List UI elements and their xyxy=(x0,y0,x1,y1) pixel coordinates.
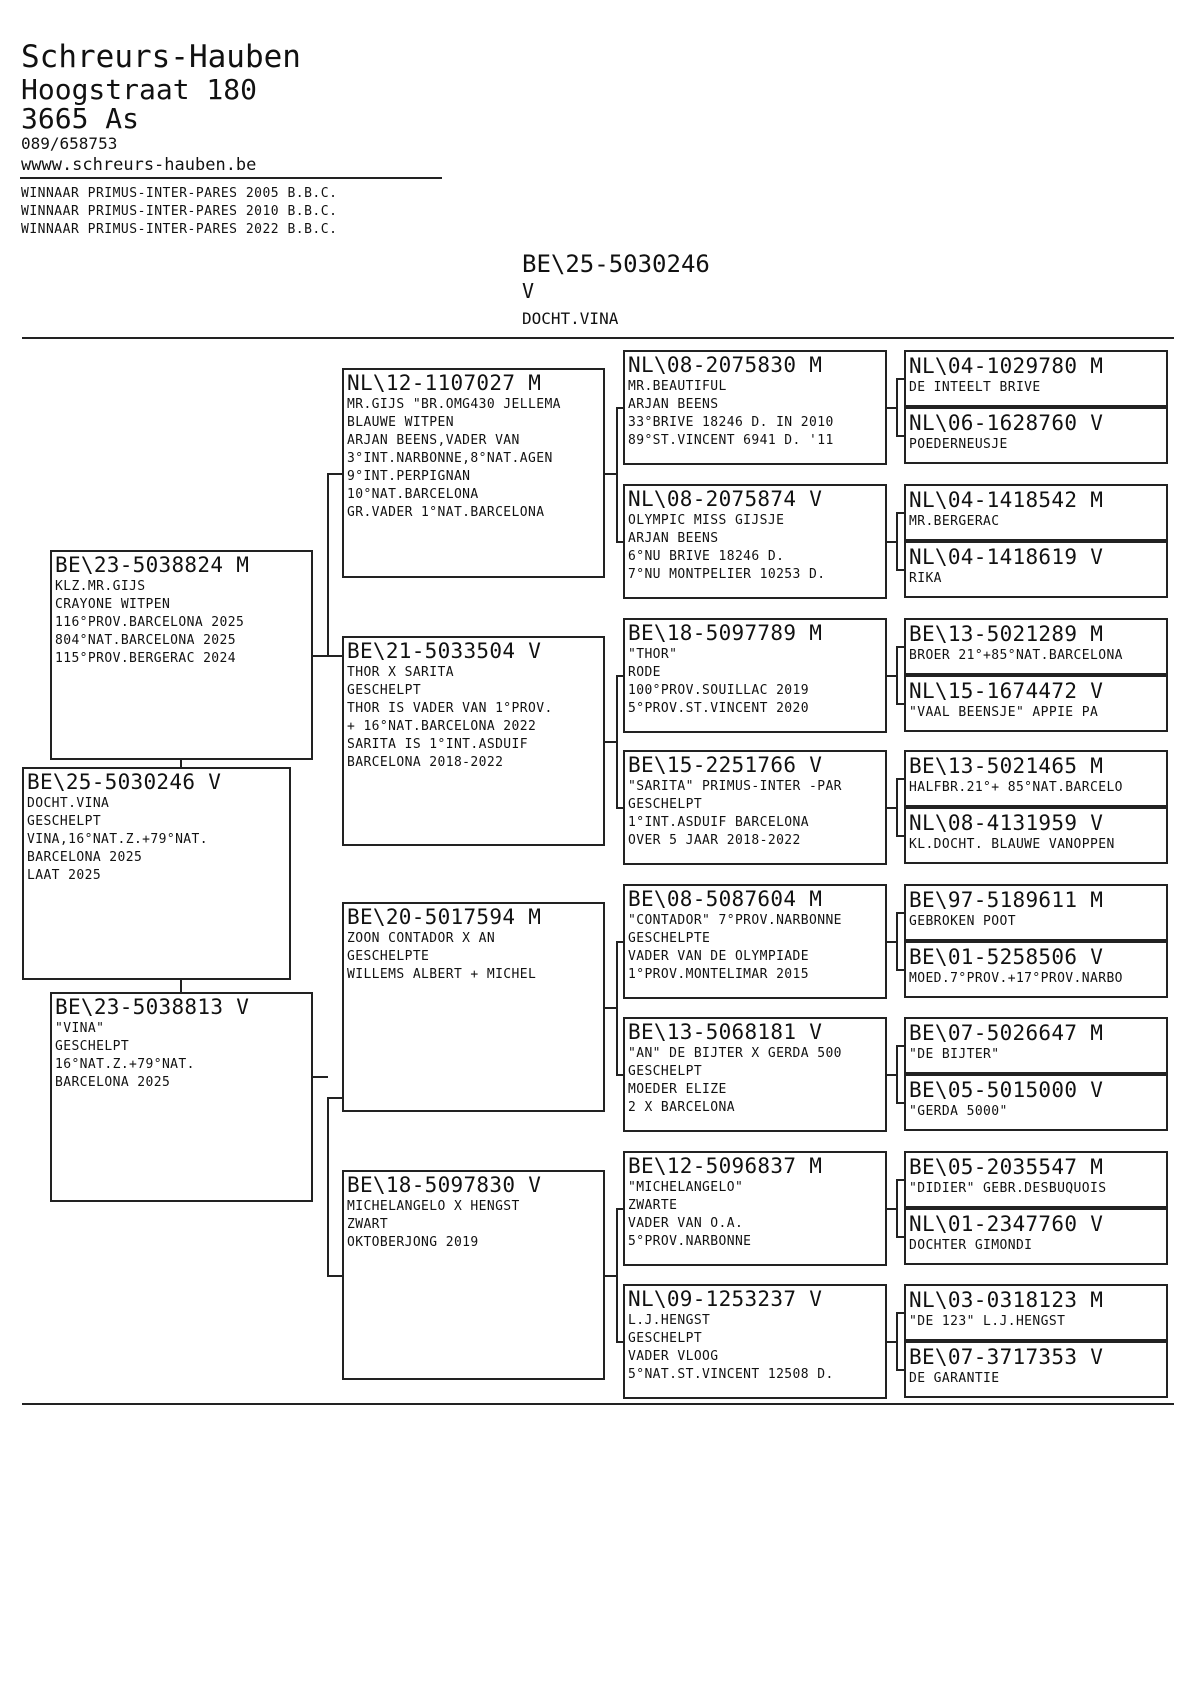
bird-details xyxy=(628,1045,885,1117)
bird-details xyxy=(909,1237,1166,1255)
detail-line: GESCHELPT xyxy=(628,1064,703,1079)
detail-line: 5°PROV.NARBONNE xyxy=(628,1234,752,1249)
connector-line xyxy=(616,941,618,1076)
detail-line: BARCELONA 2025 xyxy=(27,850,143,865)
award-line: WINNAAR PRIMUS-INTER-PARES 2022 B.B.C. xyxy=(21,222,338,237)
ring-number: BE\13-5021289 M xyxy=(909,622,1104,646)
ring-number: BE\23-5038813 V xyxy=(55,995,250,1019)
bird-details xyxy=(909,1046,1166,1064)
connector-line xyxy=(896,378,904,380)
ring-number: BE\18-5097830 V xyxy=(347,1173,542,1197)
detail-line: "VAAL BEENSJE" APPIE PA xyxy=(909,705,1099,720)
connector-line xyxy=(896,969,904,971)
detail-line: OLYMPIC MISS GIJSJE xyxy=(628,513,785,528)
detail-line: 6°NU BRIVE 18246 D. xyxy=(628,549,785,564)
connector-line xyxy=(616,541,623,543)
breeder-phone: 089/658753 xyxy=(21,134,118,153)
detail-line: GESCHELPT xyxy=(27,814,102,829)
connector-line xyxy=(616,1341,623,1343)
detail-line: KLZ.MR.GIJS xyxy=(55,579,146,594)
detail-line: GEBROKEN POOT xyxy=(909,914,1016,929)
connector-line xyxy=(616,407,623,409)
detail-line: BARCELONA 2025 xyxy=(55,1075,171,1090)
detail-line: DE GARANTIE xyxy=(909,1371,1000,1386)
connector-line xyxy=(616,407,618,543)
detail-line: GESCHELPT xyxy=(628,797,703,812)
connector-line xyxy=(180,760,182,768)
bird-details xyxy=(628,778,885,850)
detail-line: DE INTEELT BRIVE xyxy=(909,380,1041,395)
detail-line: 7°NU MONTPELIER 10253 D. xyxy=(628,567,826,582)
connector-line xyxy=(896,912,904,914)
detail-line: 2 X BARCELONA xyxy=(628,1100,735,1115)
detail-line: 9°INT.PERPIGNAN xyxy=(347,469,471,484)
great-grandparent-card xyxy=(623,350,887,465)
detail-line: BARCELONA 2018-2022 xyxy=(347,755,504,770)
detail-line: VADER VAN O.A. xyxy=(628,1216,744,1231)
ring-number: BE\12-5096837 M xyxy=(628,1154,823,1178)
ring-number: NL\09-1253237 V xyxy=(628,1287,823,1311)
detail-line: "THOR" xyxy=(628,647,678,662)
connector-line xyxy=(616,1074,623,1076)
connector-line xyxy=(616,675,618,809)
connector-line xyxy=(616,1208,623,1210)
detail-line: MR.GIJS "BR.OMG430 JELLEMA xyxy=(347,397,561,412)
connector-line xyxy=(896,569,904,571)
great-great-grandparent-card xyxy=(904,1284,1168,1341)
great-grandparent-card xyxy=(623,750,887,865)
great-grandparent-card xyxy=(623,618,887,733)
bird-details xyxy=(909,379,1166,397)
detail-line: DOCHTER GIMONDI xyxy=(909,1238,1033,1253)
bird-details xyxy=(909,1370,1166,1388)
ring-number: NL\04-1418542 M xyxy=(909,488,1104,512)
ring-number: BE\97-5189611 M xyxy=(909,888,1104,912)
subject-name: DOCHT.VINA xyxy=(522,309,619,328)
bird-details xyxy=(909,970,1166,988)
grandparent-card xyxy=(342,368,605,578)
great-great-grandparent-card xyxy=(904,1151,1168,1208)
detail-line: THOR X SARITA xyxy=(347,665,454,680)
ring-number: NL\01-2347760 V xyxy=(909,1212,1104,1236)
detail-line: VADER VAN DE OLYMPIADE xyxy=(628,949,809,964)
detail-line: GR.VADER 1°NAT.BARCELONA xyxy=(347,505,545,520)
bird-details xyxy=(909,647,1166,665)
connector-line xyxy=(896,703,904,705)
connector-line xyxy=(896,1179,898,1238)
detail-line: MICHELANGELO X HENGST xyxy=(347,1199,520,1214)
detail-line: OVER 5 JAAR 2018-2022 xyxy=(628,833,801,848)
connector-line xyxy=(896,1312,898,1371)
ring-number: NL\12-1107027 M xyxy=(347,371,542,395)
top-divider xyxy=(22,337,1174,339)
bird-details xyxy=(628,378,885,450)
detail-line: MOED.7°PROV.+17°PROV.NARBO xyxy=(909,971,1123,986)
great-great-grandparent-card xyxy=(904,941,1168,998)
grandparent-card xyxy=(342,902,605,1112)
connector-line xyxy=(313,655,328,657)
detail-line: "SARITA" PRIMUS-INTER -PAR xyxy=(628,779,842,794)
ring-number: BE\07-3717353 V xyxy=(909,1345,1104,1369)
bird-details xyxy=(909,1103,1166,1121)
connector-line xyxy=(896,646,898,705)
root-card xyxy=(22,767,291,980)
great-grandparent-card xyxy=(623,1284,887,1399)
detail-line: 3°INT.NARBONNE,8°NAT.AGEN xyxy=(347,451,553,466)
ring-number: BE\15-2251766 V xyxy=(628,753,823,777)
grandparent-card xyxy=(342,1170,605,1380)
connector-line xyxy=(896,1045,898,1104)
ring-number: BE\20-5017594 M xyxy=(347,905,542,929)
great-grandparent-card xyxy=(623,1017,887,1132)
connector-line xyxy=(616,675,623,677)
ring-number: NL\03-0318123 M xyxy=(909,1288,1104,1312)
detail-line: POEDERNEUSJE xyxy=(909,437,1008,452)
detail-line: ZOON CONTADOR X AN xyxy=(347,931,496,946)
connector-line xyxy=(313,1076,328,1078)
connector-line xyxy=(180,980,182,993)
connector-line xyxy=(327,1097,329,1277)
detail-line: 100°PROV.SOUILLAC 2019 xyxy=(628,683,809,698)
detail-line: 33°BRIVE 18246 D. IN 2010 xyxy=(628,415,834,430)
bird-details xyxy=(909,436,1166,454)
detail-line: "DIDIER" GEBR.DESBUQUOIS xyxy=(909,1181,1107,1196)
ring-number: BE\05-2035547 M xyxy=(909,1155,1104,1179)
detail-line: GESCHELPTE xyxy=(628,931,711,946)
ring-number: BE\01-5258506 V xyxy=(909,945,1104,969)
detail-line: 16°NAT.Z.+79°NAT. xyxy=(55,1057,195,1072)
bird-details xyxy=(628,512,885,584)
bird-details xyxy=(55,578,311,668)
bird-details xyxy=(628,646,885,718)
awards-list xyxy=(21,185,337,239)
bird-details xyxy=(628,1179,885,1251)
ring-number: BE\13-5021465 M xyxy=(909,754,1104,778)
detail-line: MR.BEAUTIFUL xyxy=(628,379,727,394)
detail-line: 89°ST.VINCENT 6941 D. '11 xyxy=(628,433,834,448)
detail-line: BROER 21°+85°NAT.BARCELONA xyxy=(909,648,1123,663)
detail-line: ARJAN BEENS xyxy=(628,531,719,546)
detail-line: WILLEMS ALBERT + MICHEL xyxy=(347,967,537,982)
great-great-grandparent-card xyxy=(904,1208,1168,1265)
connector-line xyxy=(896,778,904,780)
connector-line xyxy=(327,655,342,657)
connector-line xyxy=(896,512,904,514)
detail-line: "VINA" xyxy=(55,1021,105,1036)
ring-number: NL\06-1628760 V xyxy=(909,411,1104,435)
bird-details xyxy=(347,664,603,772)
detail-line: "DE BIJTER" xyxy=(909,1047,1000,1062)
bird-details xyxy=(347,1198,603,1252)
great-great-grandparent-card xyxy=(904,350,1168,407)
detail-line: ARJAN BEENS,VADER VAN xyxy=(347,433,520,448)
great-great-grandparent-card xyxy=(904,1074,1168,1131)
detail-line: 5°PROV.ST.VINCENT 2020 xyxy=(628,701,809,716)
detail-line: L.J.HENGST xyxy=(628,1313,711,1328)
detail-line: ZWART xyxy=(347,1217,389,1232)
bird-details xyxy=(909,1180,1166,1198)
ring-number: BE\23-5038824 M xyxy=(55,553,250,577)
detail-line: GESCHELPT xyxy=(347,683,422,698)
detail-line: "MICHELANGELO" xyxy=(628,1180,744,1195)
breeder-city: 3665 As xyxy=(21,102,140,135)
connector-line xyxy=(327,1097,342,1099)
great-great-grandparent-card xyxy=(904,675,1168,732)
great-great-grandparent-card xyxy=(904,484,1168,541)
connector-line xyxy=(896,1179,904,1181)
bird-details xyxy=(347,930,603,984)
bird-details xyxy=(27,795,289,885)
detail-line: DOCHT.VINA xyxy=(27,796,110,811)
detail-line: GESCHELPTE xyxy=(347,949,430,964)
connector-line xyxy=(327,1275,342,1277)
breeder-website[interactable]: wwww.schreurs-hauben.be xyxy=(21,155,257,175)
detail-line: 10°NAT.BARCELONA xyxy=(347,487,479,502)
connector-line xyxy=(896,778,898,837)
detail-line: LAAT 2025 xyxy=(27,868,102,883)
connector-line xyxy=(616,1208,618,1343)
header-divider xyxy=(20,177,442,179)
great-great-grandparent-card xyxy=(904,807,1168,864)
detail-line: "CONTADOR" 7°PROV.NARBONNE xyxy=(628,913,842,928)
detail-line: + 16°NAT.BARCELONA 2022 xyxy=(347,719,537,734)
detail-line: 1°INT.ASDUIF BARCELONA xyxy=(628,815,809,830)
grandparent-card xyxy=(342,636,605,846)
ring-number: NL\15-1674472 V xyxy=(909,679,1104,703)
connector-line xyxy=(327,473,329,657)
sire-card xyxy=(50,550,313,760)
great-great-grandparent-card xyxy=(904,750,1168,807)
detail-line: 804°NAT.BARCELONA 2025 xyxy=(55,633,236,648)
connector-line xyxy=(896,646,904,648)
subject-ring: BE\25-5030246 xyxy=(522,250,710,278)
connector-line xyxy=(896,435,904,437)
ring-number: BE\18-5097789 M xyxy=(628,621,823,645)
detail-line: OKTOBERJONG 2019 xyxy=(347,1235,479,1250)
bird-details xyxy=(909,779,1166,797)
ring-number: BE\05-5015000 V xyxy=(909,1078,1104,1102)
detail-line: SARITA IS 1°INT.ASDUIF xyxy=(347,737,528,752)
subject-sex: V xyxy=(522,279,535,303)
ring-number: NL\08-4131959 V xyxy=(909,811,1104,835)
detail-line: GESCHELPT xyxy=(55,1039,130,1054)
detail-line: GESCHELPT xyxy=(628,1331,703,1346)
detail-line: HALFBR.21°+ 85°NAT.BARCELO xyxy=(909,780,1123,795)
detail-line: RODE xyxy=(628,665,661,680)
award-line: WINNAAR PRIMUS-INTER-PARES 2010 B.B.C. xyxy=(21,204,338,219)
great-grandparent-card xyxy=(623,1151,887,1266)
award-line: WINNAAR PRIMUS-INTER-PARES 2005 B.B.C. xyxy=(21,186,338,201)
bird-details xyxy=(628,912,885,984)
bird-details xyxy=(909,913,1166,931)
connector-line xyxy=(327,473,342,475)
bird-details xyxy=(909,1313,1166,1331)
great-great-grandparent-card xyxy=(904,884,1168,941)
connector-line xyxy=(896,1312,904,1314)
detail-line: "DE 123" L.J.HENGST xyxy=(909,1314,1066,1329)
ring-number: BE\08-5087604 M xyxy=(628,887,823,911)
bird-details xyxy=(347,396,603,522)
bird-details xyxy=(628,1312,885,1384)
ring-number: BE\07-5026647 M xyxy=(909,1021,1104,1045)
ring-number: NL\08-2075830 M xyxy=(628,353,823,377)
detail-line: CRAYONE WITPEN xyxy=(55,597,171,612)
connector-line xyxy=(896,378,898,437)
detail-line: 115°PROV.BERGERAC 2024 xyxy=(55,651,236,666)
detail-line: "AN" DE BIJTER X GERDA 500 xyxy=(628,1046,842,1061)
detail-line: ZWARTE xyxy=(628,1198,678,1213)
ring-number: BE\13-5068181 V xyxy=(628,1020,823,1044)
connector-line xyxy=(896,1045,904,1047)
connector-line xyxy=(896,835,904,837)
dam-card xyxy=(50,992,313,1202)
great-great-grandparent-card xyxy=(904,618,1168,675)
detail-line: MR.BERGERAC xyxy=(909,514,1000,529)
ring-number: NL\08-2075874 V xyxy=(628,487,823,511)
great-grandparent-card xyxy=(623,884,887,999)
detail-line: 116°PROV.BARCELONA 2025 xyxy=(55,615,245,630)
connector-line xyxy=(896,1236,904,1238)
detail-line: VADER VLOOG xyxy=(628,1349,719,1364)
detail-line: MOEDER ELIZE xyxy=(628,1082,727,1097)
detail-line: KL.DOCHT. BLAUWE VANOPPEN xyxy=(909,837,1115,852)
ring-number: NL\04-1029780 M xyxy=(909,354,1104,378)
breeder-name: Schreurs-Hauben xyxy=(21,39,301,75)
ring-number: BE\21-5033504 V xyxy=(347,639,542,663)
connector-line xyxy=(616,807,623,809)
detail-line: 1°PROV.MONTELIMAR 2015 xyxy=(628,967,809,982)
bird-details xyxy=(909,570,1166,588)
bird-details xyxy=(909,704,1166,722)
connector-line xyxy=(896,512,898,571)
connector-line xyxy=(896,1102,904,1104)
detail-line: THOR IS VADER VAN 1°PROV. xyxy=(347,701,553,716)
connector-line xyxy=(896,1369,904,1371)
breeder-street: Hoogstraat 180 xyxy=(21,73,258,106)
detail-line: BLAUWE WITPEN xyxy=(347,415,454,430)
bird-details xyxy=(909,513,1166,531)
great-great-grandparent-card xyxy=(904,1341,1168,1398)
ring-number: BE\25-5030246 V xyxy=(27,770,222,794)
bird-details xyxy=(55,1020,311,1092)
great-grandparent-card xyxy=(623,484,887,599)
connector-line xyxy=(616,941,623,943)
detail-line: VINA,16°NAT.Z.+79°NAT. xyxy=(27,832,208,847)
detail-line: ARJAN BEENS xyxy=(628,397,719,412)
ring-number: NL\04-1418619 V xyxy=(909,545,1104,569)
great-great-grandparent-card xyxy=(904,541,1168,598)
detail-line: "GERDA 5000" xyxy=(909,1104,1008,1119)
detail-line: RIKA xyxy=(909,571,942,586)
detail-line: 5°NAT.ST.VINCENT 12508 D. xyxy=(628,1367,834,1382)
great-great-grandparent-card xyxy=(904,407,1168,464)
connector-line xyxy=(896,912,898,971)
bird-details xyxy=(909,836,1166,854)
bottom-divider xyxy=(22,1403,1174,1405)
great-great-grandparent-card xyxy=(904,1017,1168,1074)
